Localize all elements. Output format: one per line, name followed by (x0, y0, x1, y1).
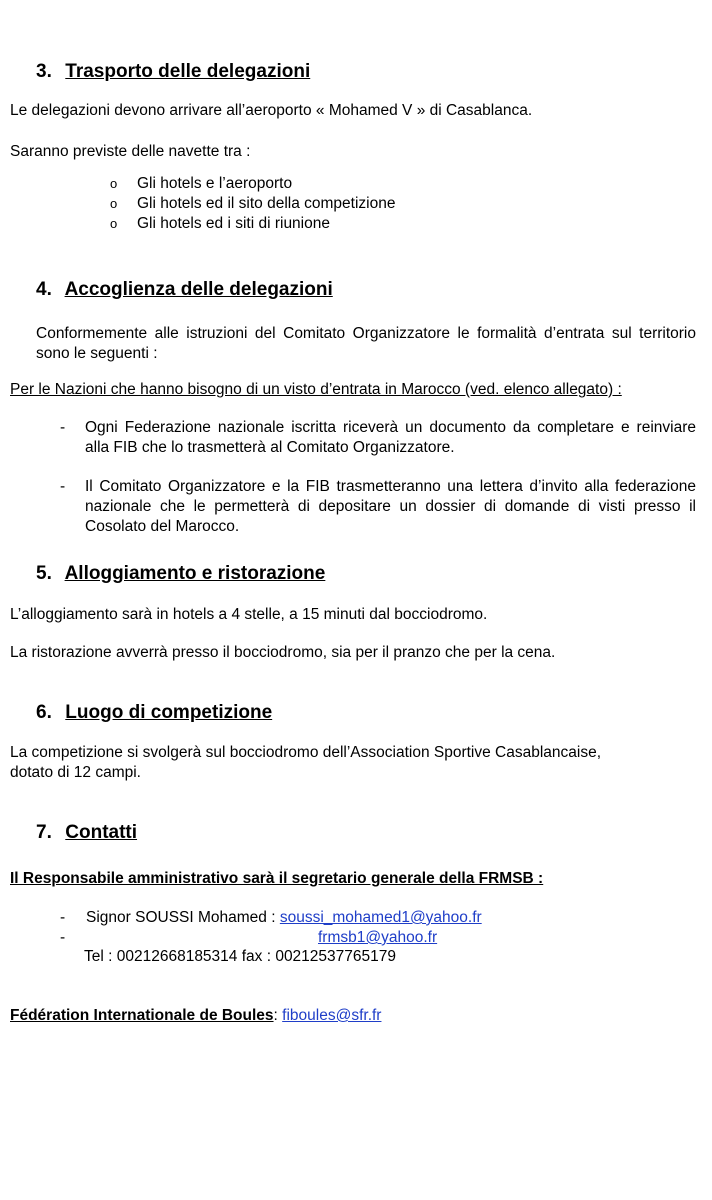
venue-line-2: dotato di 12 campi. (10, 764, 141, 781)
list-item-text: Gli hotels ed i siti di riunione (137, 215, 330, 232)
section-title: Luogo di competizione (65, 702, 273, 723)
contact-line (86, 908, 482, 928)
section-number: 3. (36, 61, 52, 82)
section-7-heading (36, 821, 137, 845)
section-4-heading (36, 278, 333, 302)
visa-heading: Per le Nazioni che hanno bisogno di un visto d’entrata in Marocco (ved. elenco allegato) : (10, 381, 622, 398)
dash-icon: - (60, 929, 66, 946)
contact-email-line (318, 928, 437, 948)
section-title: Trasporto delle delegazioni (65, 61, 311, 82)
bullet-icon: o (110, 216, 118, 231)
list-item-text: Gli hotels ed il sito della competizione (137, 195, 396, 212)
section-6-heading (36, 701, 272, 725)
bullet-icon: o (110, 196, 118, 211)
fib-line (10, 1006, 381, 1026)
section-5-heading (36, 562, 325, 586)
catering-paragraph: La ristorazione avverrà presso il bocciodromo, sia per il pranzo che per la cena. (10, 644, 556, 661)
dash-icon: - (60, 419, 66, 436)
section-number: 7. (36, 822, 52, 843)
fib-label: Fédération Internationale de Boules (10, 1007, 274, 1024)
section-number: 5. (36, 563, 52, 584)
email-link-soussi[interactable]: soussi_mohamed1@yahoo.fr (279, 909, 482, 926)
admin-heading: Il Responsabile amministrativo sarà il segretario generale della FRMSB : (10, 870, 544, 887)
email-link-frmsb[interactable]: frmsb1@yahoo.fr (318, 929, 438, 946)
list-item: Il Comitato Organizzatore e la FIB trasmetteranno una lettera d’invito alla federazione nazionale che le permetterà di depositare un dossier di domande di visti presso il Cosolato del Marocco. (85, 478, 696, 535)
bullet-icon: o (110, 176, 118, 191)
dash-icon: - (60, 909, 66, 926)
section-number: 6. (36, 702, 52, 723)
section-number: 4. (36, 279, 52, 300)
venue-line-1: La competizione si svolgerà sul bocciodromo dell’Association Sportive Casablancaise, (10, 744, 602, 761)
list-item: Ogni Federazione nazionale iscritta riceverà un documento da completare e reinviare alla FIB che lo trasmetterà al Comitato Organizzatore. (85, 419, 696, 456)
list-item (110, 214, 330, 234)
fib-separator: : (273, 1007, 283, 1024)
section-title: Contatti (65, 822, 138, 843)
phone-fax-line: Tel : 00212668185314 fax : 00212537765179 (84, 948, 397, 965)
email-link-fib[interactable]: fiboules@sfr.fr (282, 1007, 382, 1024)
arrival-paragraph: Le delegazioni devono arrivare all’aeroporto « Mohamed V » di Casablanca. (10, 102, 533, 119)
list-item (110, 174, 292, 194)
list-item-text: Gli hotels e l’aeroporto (137, 175, 293, 192)
section-title: Accoglienza delle delegazioni (64, 279, 333, 300)
shuttle-intro: Saranno previste delle navette tra : (10, 143, 251, 160)
contact-name: Signor SOUSSI Mohamed : (86, 909, 280, 926)
lodging-paragraph: L’alloggiamento sarà in hotels a 4 stelle, a 15 minuti dal bocciodromo. (10, 606, 488, 623)
section-3-heading (36, 60, 310, 84)
formalities-intro: Conformemente alle istruzioni del Comitato Organizzatore le formalità d’entrata sul territorio sono le seguenti : (36, 325, 696, 362)
section-title: Alloggiamento e ristorazione (64, 563, 326, 584)
list-item (110, 194, 395, 214)
dash-icon: - (60, 478, 66, 495)
